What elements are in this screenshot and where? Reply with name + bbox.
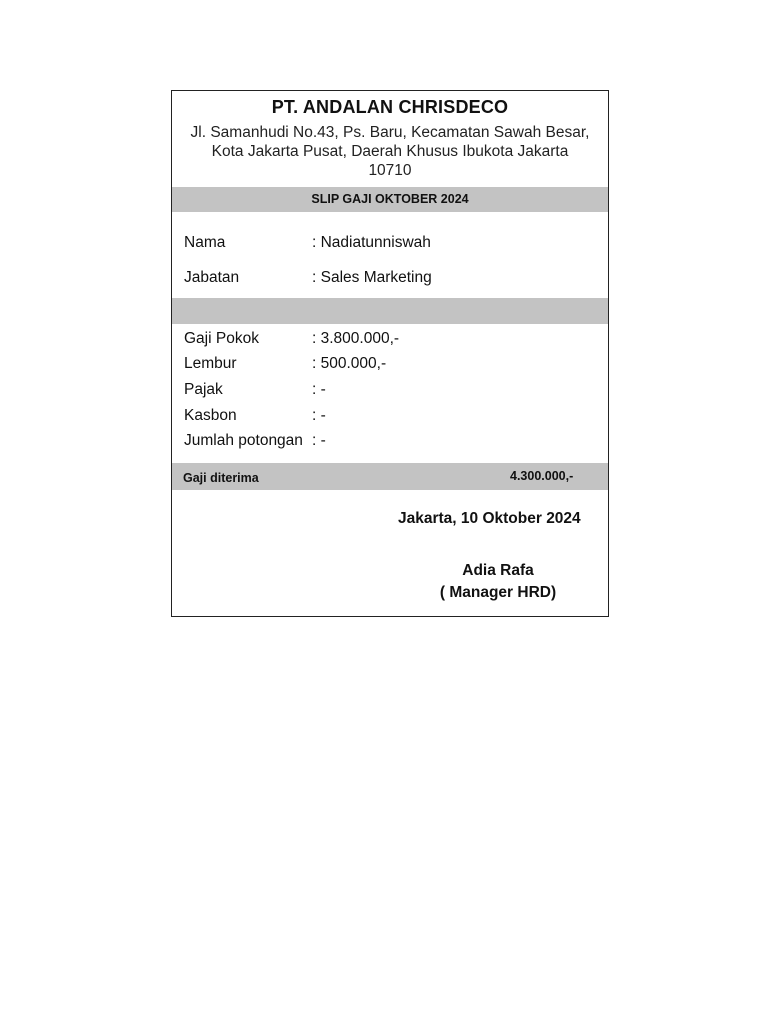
salary-item-value: : - (312, 432, 326, 449)
salary-slip (171, 90, 609, 617)
total-label: Gaji diterima (183, 471, 259, 485)
section-divider-bar (172, 298, 608, 324)
salary-item-row (184, 407, 326, 425)
employee-position-row (184, 269, 432, 287)
company-name: PT. ANDALAN CHRISDECO (271, 97, 509, 117)
salary-item-row (184, 330, 399, 348)
total-value: 4.300.000,- (510, 469, 574, 483)
address-line-3: 10710 (368, 162, 412, 179)
salary-item-row (184, 355, 386, 373)
company-address (172, 123, 608, 180)
slip-title-bar (172, 187, 608, 212)
place-date: Jakarta, 10 Oktober 2024 (398, 510, 581, 527)
employee-position-label: Jabatan (184, 269, 240, 286)
total-bar (172, 463, 608, 490)
address-line-1: Jl. Samanhudi No.43, Ps. Baru, Kecamatan Sawah Besar, (190, 124, 590, 141)
employee-name-value: : Nadiatunniswah (312, 234, 431, 251)
slip-title: SLIP GAJI OKTOBER 2024 (311, 192, 469, 206)
salary-item-label: Pajak (184, 381, 223, 398)
signer-role: ( Manager HRD) (439, 584, 557, 601)
salary-item-label: Kasbon (184, 407, 237, 424)
employee-position-value: : Sales Marketing (312, 269, 432, 286)
salary-item-value: : - (312, 381, 326, 398)
salary-item-label: Lembur (184, 355, 237, 372)
employee-name-label: Nama (184, 234, 226, 251)
address-line-2: Kota Jakarta Pusat, Daerah Khusus Ibukota Jakarta (211, 143, 569, 160)
salary-item-value: : - (312, 407, 326, 424)
salary-item-value: : 500.000,- (312, 355, 387, 372)
employee-name-row (184, 234, 431, 252)
signer-name: Adia Rafa (462, 562, 534, 579)
salary-item-label: Jumlah potongan (184, 432, 303, 449)
salary-item-row (184, 381, 326, 399)
salary-item-row (184, 432, 326, 450)
salary-item-label: Gaji Pokok (184, 330, 259, 347)
salary-item-value: : 3.800.000,- (312, 330, 400, 347)
